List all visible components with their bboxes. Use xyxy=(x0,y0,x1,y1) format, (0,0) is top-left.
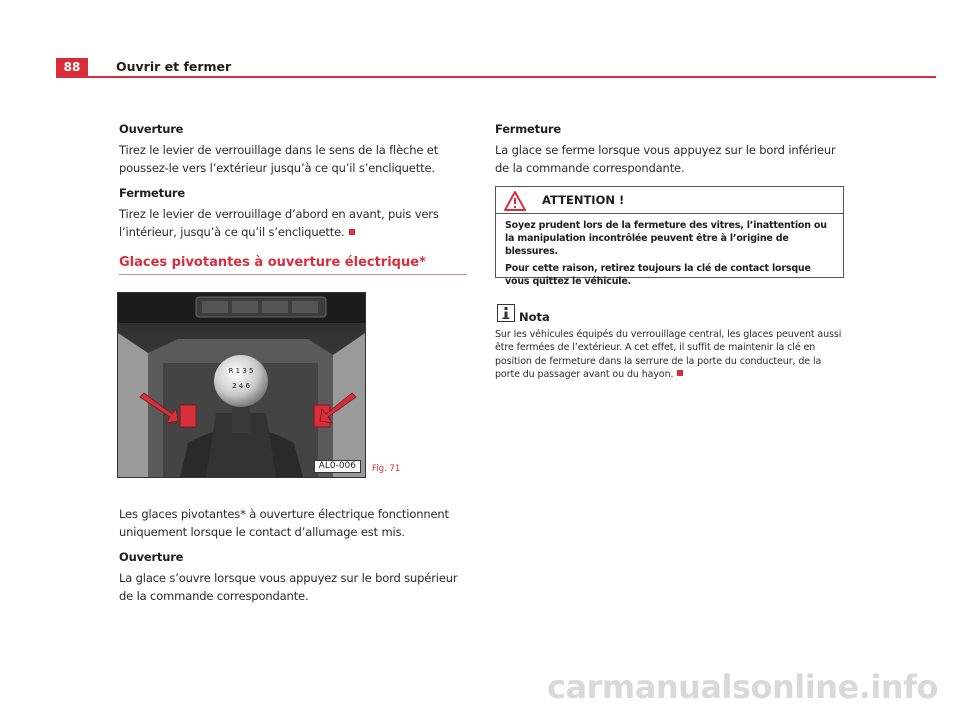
figure-tag: AL0-006 xyxy=(314,460,361,473)
paragraph-fermeture-2: La glace se ferme lorsque vous appuyez sur le bord inférieur de la commande correspondante. xyxy=(495,143,836,175)
note-body xyxy=(495,328,845,381)
warning-paragraph-1: Soyez prudent lors de la fermeture des vitres, l’inattention ou la manipulation incontrôlée peuvent être à l’origine de blessures. xyxy=(505,220,827,257)
paragraph-ouverture-2: La glace s’ouvre lorsque vous appuyez sur le bord supérieur de la commande correspondante. xyxy=(119,571,458,603)
left-window-switch xyxy=(180,405,196,427)
note-paragraph-text: Sur les véhicules équipés du verrouillage central, les glaces peuvent aussi être fermées de l’extérieur. A cet effet, il suffit de maintenir la clé en position de fermeture dans la serrure de la porte du conducteur, de la porte du passager avant ou du hayon. xyxy=(495,329,842,380)
page-header xyxy=(56,58,936,78)
page-number: 88 xyxy=(56,58,88,77)
heading-fermeture: Fermeture xyxy=(119,186,185,200)
paragraph-fermeture xyxy=(119,205,469,241)
paragraph-intro: Les glaces pivotantes* à ouverture électrique fonctionnent uniquement lorsque le contact d’allumage est mis. xyxy=(119,507,449,539)
heading-ouverture-2: Ouverture xyxy=(119,550,184,564)
note-paragraph xyxy=(495,328,845,381)
figure-caption: Fig. 71 xyxy=(372,464,401,474)
watermark: carmanualsonline.info xyxy=(547,668,938,706)
gear-console-illustration xyxy=(118,293,365,477)
left-column-top xyxy=(119,122,469,250)
paragraph-fermeture-text: Tirez le levier de verrouillage d’abord en avant, puis vers l’intérieur, jusqu’à ce qu’il s’encliquette. xyxy=(119,207,439,239)
heading-fermeture-2: Fermeture xyxy=(495,122,561,136)
right-column-top xyxy=(495,122,845,186)
gear-pattern-top: R 1 3 5 xyxy=(228,367,254,375)
end-mark-icon xyxy=(349,229,355,235)
warning-title: ATTENTION ! xyxy=(542,193,625,207)
heading-ouverture: Ouverture xyxy=(119,122,184,136)
paragraph-ouverture: Tirez le levier de verrouillage dans le sens de la flèche et poussez-le vers l’extérieur jusqu’à ce qu’il s’encliquette. xyxy=(119,143,439,175)
note-info-icon xyxy=(497,304,515,322)
figure-gear-console xyxy=(117,292,366,478)
note-title: Nota xyxy=(519,310,550,324)
end-mark-icon xyxy=(677,370,683,376)
section-title: Glaces pivotantes à ouverture électrique* xyxy=(119,255,467,275)
left-column-bottom xyxy=(119,505,469,614)
warning-triangle-icon xyxy=(504,191,526,211)
warning-box xyxy=(495,186,844,287)
gear-pattern-bottom: 2 4 6 xyxy=(232,382,250,390)
warning-paragraph-2: Pour cette raison, retirez toujours la clé de contact lorsque vous quittez le véhicule. xyxy=(505,263,811,287)
header-rule xyxy=(56,76,936,78)
warning-body xyxy=(505,219,835,292)
warning-header xyxy=(496,187,843,214)
chapter-title: Ouvrir et fermer xyxy=(116,59,232,74)
